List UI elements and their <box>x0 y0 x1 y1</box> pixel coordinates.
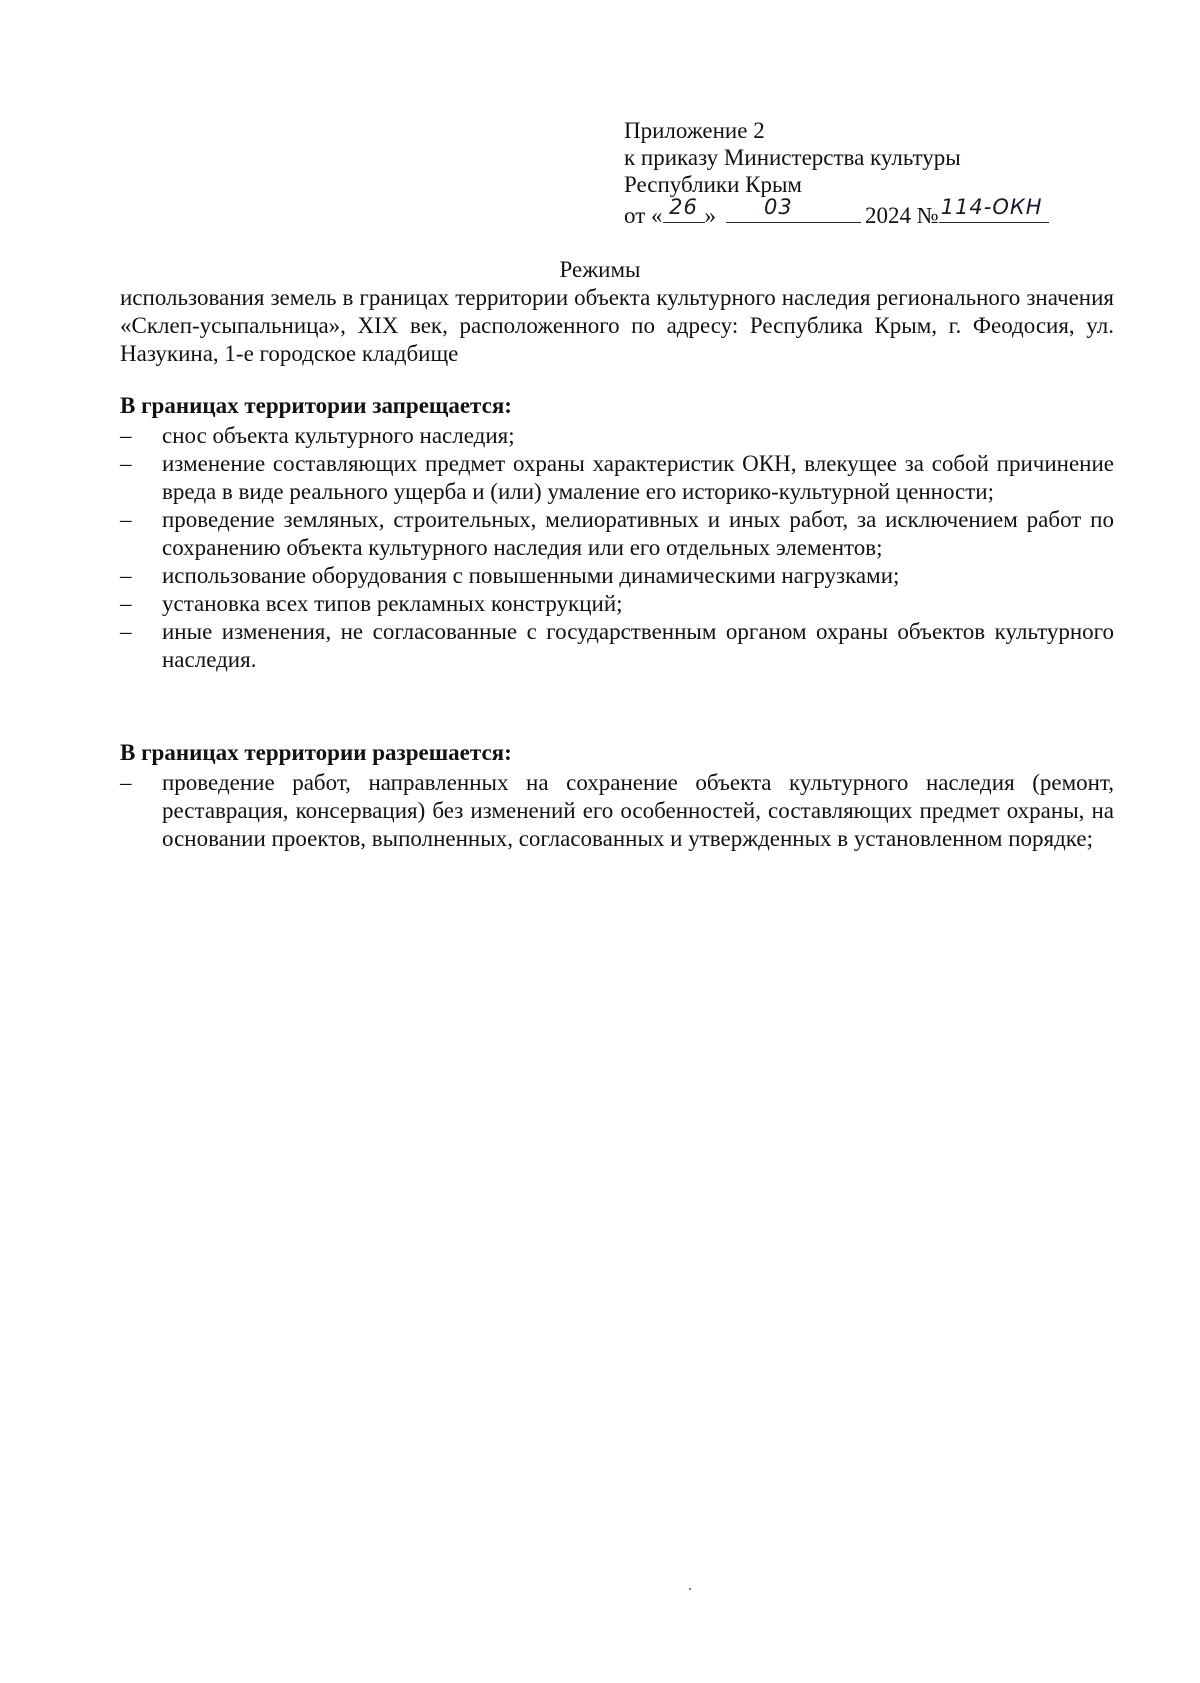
prohibited-heading: В границах территории запрещается: <box>120 393 512 418</box>
bullet-dash: – <box>120 423 132 448</box>
list-item-text: иные изменения, не согласованные с государственным органом охраны объектов культурного наследия. <box>162 619 1114 672</box>
scan-speck <box>689 1588 691 1590</box>
list-item-text: изменение составляющих предмет охраны характеристик ОКН, влекущее за собой причинение вреда в виде реального ущерба и (или) умаление его историко-культурной ценности; <box>162 451 1114 504</box>
annex-date-line <box>624 195 1084 229</box>
list-item-text: установка всех типов рекламных конструкций; <box>162 591 623 616</box>
list-item <box>120 618 1114 674</box>
annex-title: Приложение 2 <box>624 118 765 143</box>
annex-order-ref: к приказу Министерства культуры <box>624 145 961 170</box>
document-title: Режимы <box>559 257 641 282</box>
prohibited-list <box>120 422 1114 674</box>
date-day-handwritten: 26 <box>669 195 698 219</box>
annex-block <box>624 117 1084 229</box>
date-year: 2024 № <box>865 203 939 228</box>
list-item <box>120 769 1114 853</box>
list-item-text: проведение земляных, строительных, мелиоративных и иных работ, за исключением работ по сохранению объекта культурного наследия или его отдельных элементов; <box>162 507 1114 560</box>
order-number-field <box>939 195 1049 223</box>
bullet-dash: – <box>120 619 132 644</box>
date-close: » <box>704 203 716 228</box>
list-item <box>120 422 1114 450</box>
list-item-text: снос объекта культурного наследия; <box>162 423 515 448</box>
document-subtitle: использования земель в границах территории объекта культурного наследия регионального значения «Склеп-усыпальница», XIX век, расположенного по адресу: Республика Крым, г. Феодосия, ул. Назукина, 1-е городское кладбище <box>120 285 1114 366</box>
list-item <box>120 562 1114 590</box>
list-item <box>120 450 1114 506</box>
bullet-dash: – <box>120 451 132 476</box>
list-item-text: проведение работ, направленных на сохранение объекта культурного наследия (ремонт, реставрация, консервация) без изменений его особенностей, составляющих предмет охраны, на основании проектов, выполненных, согласованных и утвержденных в установленном порядке; <box>162 770 1114 851</box>
order-number-handwritten: 114-ОКН <box>940 195 1043 219</box>
date-day-field <box>663 195 705 223</box>
list-item <box>120 590 1114 618</box>
date-month-handwritten: 03 <box>764 195 793 219</box>
bullet-dash: – <box>120 591 132 616</box>
annex-republic: Республики Крым <box>624 172 802 197</box>
date-prefix: от « <box>624 203 663 228</box>
allowed-list <box>120 769 1114 853</box>
date-month-field <box>726 195 861 223</box>
list-item <box>120 506 1114 562</box>
list-item-text: использование оборудования с повышенными динамическими нагрузками; <box>162 563 900 588</box>
allowed-heading: В границах территории разрешается: <box>120 740 512 765</box>
bullet-dash: – <box>120 770 132 795</box>
bullet-dash: – <box>120 507 132 532</box>
bullet-dash: – <box>120 563 132 588</box>
